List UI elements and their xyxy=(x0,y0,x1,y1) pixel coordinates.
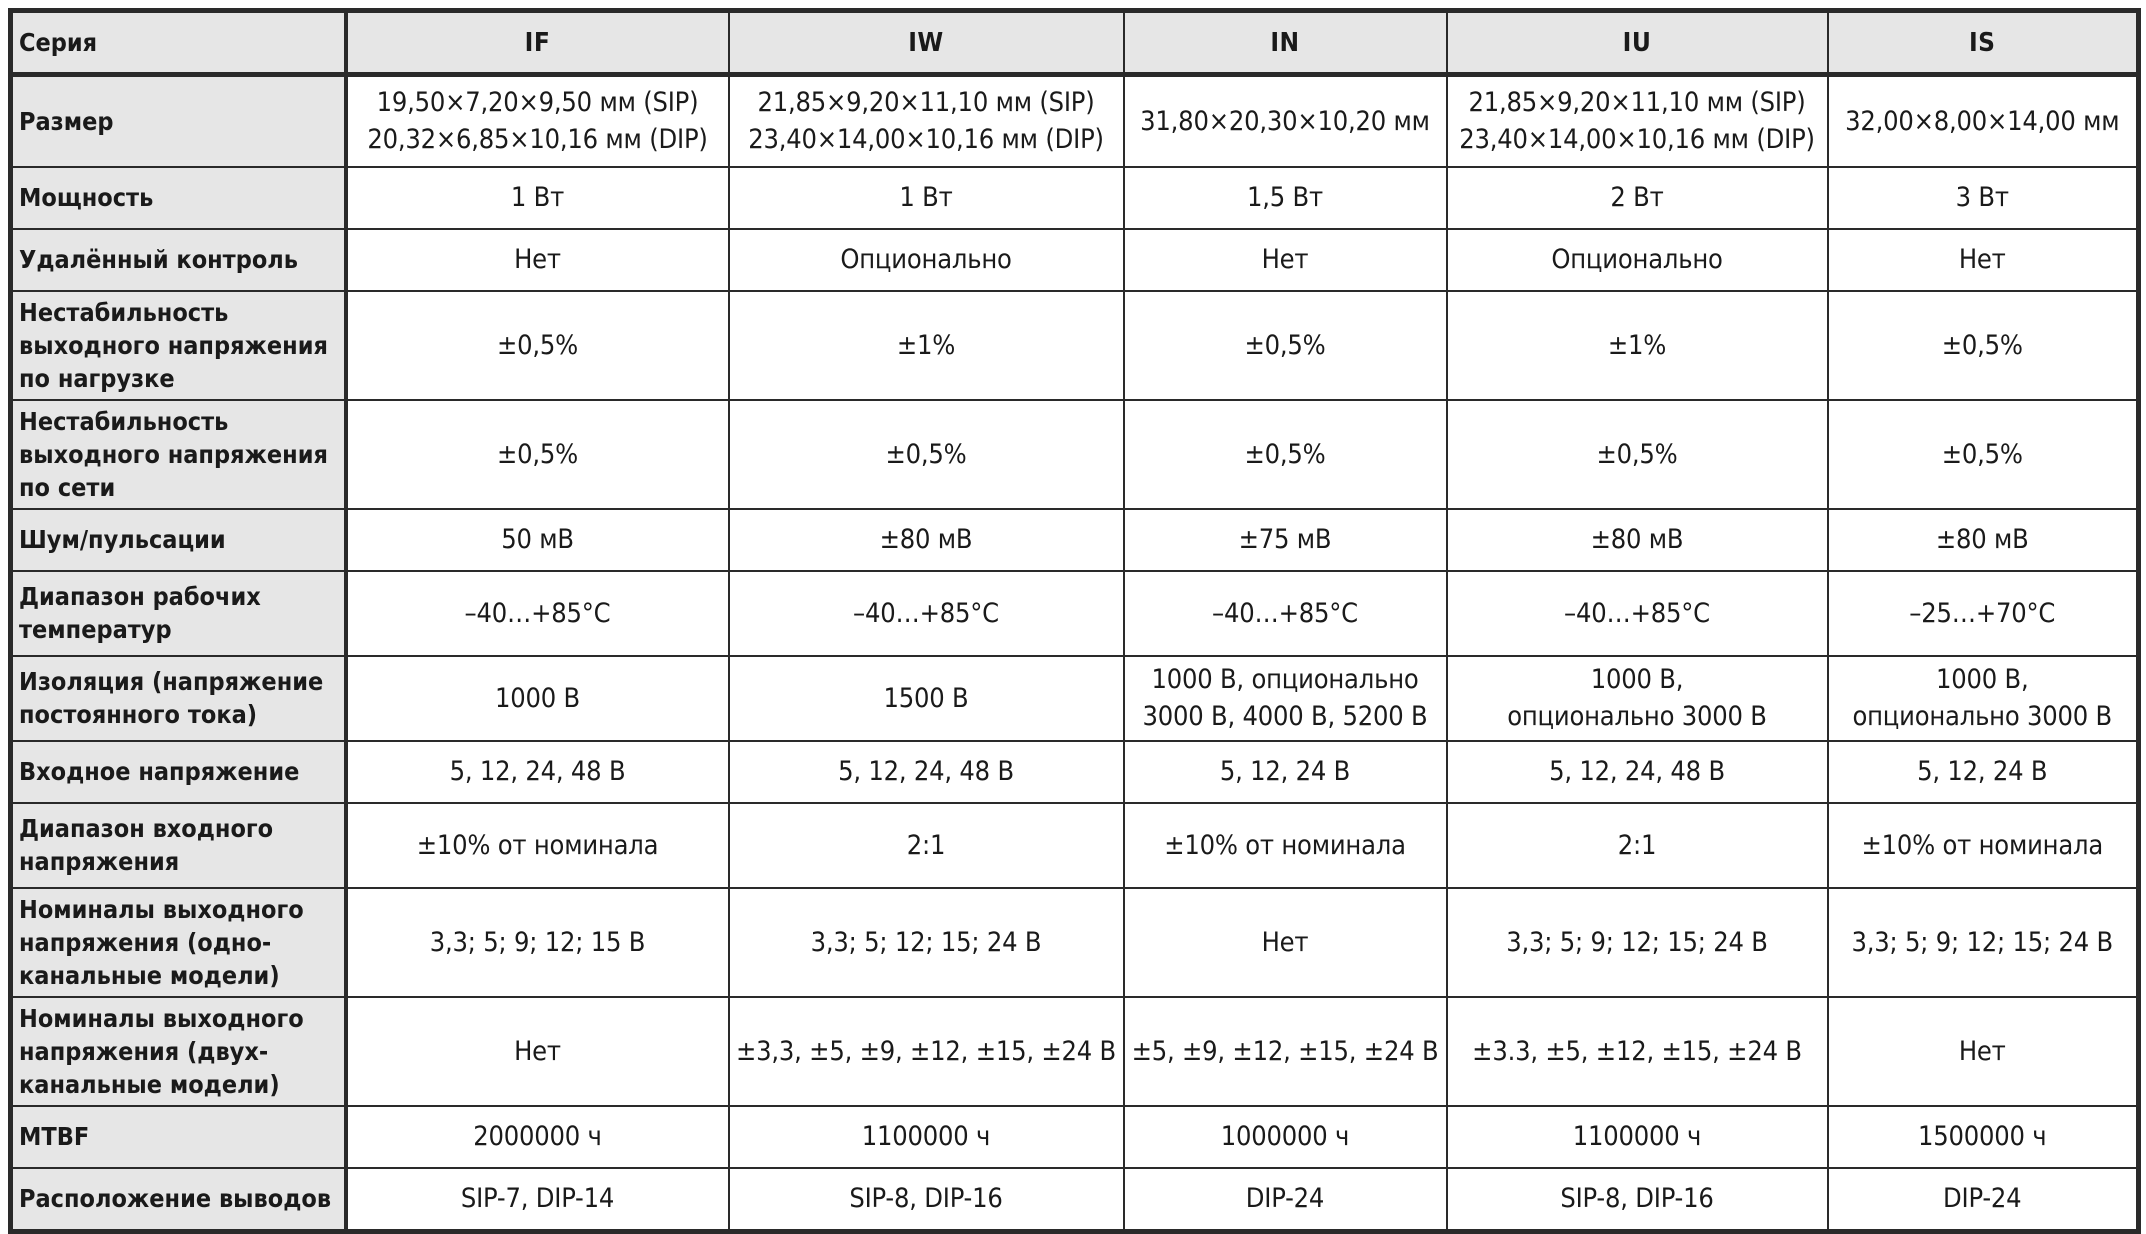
table-row xyxy=(11,291,2139,400)
table-cell-is: ±0,5% xyxy=(1828,291,2139,400)
table-cell-if: SIP-7, DIP-14 xyxy=(346,1168,729,1232)
table-cell-is: Нет xyxy=(1828,229,2139,291)
row-label: Шум/пульсации xyxy=(11,509,346,571)
table-row xyxy=(11,75,2139,167)
table-cell-iu: ±3.3, ±5, ±12, ±15, ±24 В xyxy=(1447,997,1828,1106)
table-cell-iw: 3,3; 5; 12; 15; 24 В xyxy=(729,888,1124,997)
table-cell-in: 5, 12, 24 В xyxy=(1124,741,1447,803)
table-cell-if: 1000 В xyxy=(346,656,729,741)
table-row xyxy=(11,400,2139,509)
table-cell-in: 1,5 Вт xyxy=(1124,167,1447,229)
table-row xyxy=(11,741,2139,803)
table-cell-iu: 1100000 ч xyxy=(1447,1106,1828,1168)
table-cell-in: 31,80×20,30×10,20 мм xyxy=(1124,75,1447,167)
table-cell-if: Нет xyxy=(346,997,729,1106)
row-label: Размер xyxy=(11,75,346,167)
table-cell-is: 5, 12, 24 В xyxy=(1828,741,2139,803)
table-cell-if: ±0,5% xyxy=(346,291,729,400)
table-cell-iu: Опционально xyxy=(1447,229,1828,291)
table-cell-if: 1 Вт xyxy=(346,167,729,229)
row-label: Мощность xyxy=(11,167,346,229)
series-header-in: IN xyxy=(1124,11,1447,75)
row-label: Входное напряжение xyxy=(11,741,346,803)
table-cell-iw: 1100000 ч xyxy=(729,1106,1124,1168)
table-cell-iw: 1 Вт xyxy=(729,167,1124,229)
table-cell-if: 50 мВ xyxy=(346,509,729,571)
row-label: MTBF xyxy=(11,1106,346,1168)
table-cell-iw: Опционально xyxy=(729,229,1124,291)
table-cell-if: ±0,5% xyxy=(346,400,729,509)
table-cell-iw: –40…+85°C xyxy=(729,571,1124,656)
table-cell-is: 1500000 ч xyxy=(1828,1106,2139,1168)
table-cell-in: –40…+85°C xyxy=(1124,571,1447,656)
table-cell-iu: SIP-8, DIP-16 xyxy=(1447,1168,1828,1232)
table-cell-if: ±10% от номинала xyxy=(346,803,729,888)
series-header-iw: IW xyxy=(729,11,1124,75)
row-label: Номиналы выходного напряжения (двух-канальные модели) xyxy=(11,997,346,1106)
table-cell-iu: 1000 В, опционально 3000 В xyxy=(1447,656,1828,741)
table-row xyxy=(11,1106,2139,1168)
table-cell-iu: ±1% xyxy=(1447,291,1828,400)
table-cell-iw: ±3,3, ±5, ±9, ±12, ±15, ±24 В xyxy=(729,997,1124,1106)
table-cell-iu: 5, 12, 24, 48 В xyxy=(1447,741,1828,803)
table-cell-in: ±5, ±9, ±12, ±15, ±24 В xyxy=(1124,997,1447,1106)
table-cell-in: DIP-24 xyxy=(1124,1168,1447,1232)
table-cell-is: ±0,5% xyxy=(1828,400,2139,509)
header-row xyxy=(11,11,2139,75)
table-row xyxy=(11,997,2139,1106)
row-label: Нестабильность выходного напряжения по сети xyxy=(11,400,346,509)
spec-table xyxy=(8,8,2141,1234)
table-row xyxy=(11,167,2139,229)
row-label: Нестабильность выходного напряжения по нагрузке xyxy=(11,291,346,400)
row-label: Диапазон рабочих температур xyxy=(11,571,346,656)
row-label: Расположение выводов xyxy=(11,1168,346,1232)
spec-table-body xyxy=(11,75,2139,1232)
spec-table-container xyxy=(8,8,2136,1225)
corner-header: Серия xyxy=(11,11,346,75)
table-row xyxy=(11,229,2139,291)
table-cell-iw: SIP-8, DIP-16 xyxy=(729,1168,1124,1232)
table-cell-is: –25…+70°C xyxy=(1828,571,2139,656)
table-cell-iw: 21,85×9,20×11,10 мм (SIP) 23,40×14,00×10,16 мм (DIP) xyxy=(729,75,1124,167)
row-label: Удалённый контроль xyxy=(11,229,346,291)
table-cell-if: 19,50×7,20×9,50 мм (SIP) 20,32×6,85×10,16 мм (DIP) xyxy=(346,75,729,167)
table-cell-iu: 2:1 xyxy=(1447,803,1828,888)
table-cell-is: Нет xyxy=(1828,997,2139,1106)
table-cell-is: ±80 мВ xyxy=(1828,509,2139,571)
table-cell-iu: ±0,5% xyxy=(1447,400,1828,509)
table-cell-in: ±10% от номинала xyxy=(1124,803,1447,888)
table-cell-is: 3,3; 5; 9; 12; 15; 24 В xyxy=(1828,888,2139,997)
table-cell-iw: 2:1 xyxy=(729,803,1124,888)
table-cell-is: 3 Вт xyxy=(1828,167,2139,229)
table-cell-in: ±75 мВ xyxy=(1124,509,1447,571)
table-cell-in: ±0,5% xyxy=(1124,291,1447,400)
table-cell-iu: –40…+85°C xyxy=(1447,571,1828,656)
table-cell-if: 5, 12, 24, 48 В xyxy=(346,741,729,803)
table-cell-in: 1000 В, опционально 3000 В, 4000 В, 5200 В xyxy=(1124,656,1447,741)
table-cell-if: –40…+85°C xyxy=(346,571,729,656)
row-label: Номиналы выходного напряжения (одно-канальные модели) xyxy=(11,888,346,997)
table-cell-in: Нет xyxy=(1124,229,1447,291)
table-row xyxy=(11,1168,2139,1232)
table-cell-iw: ±0,5% xyxy=(729,400,1124,509)
table-cell-iu: 21,85×9,20×11,10 мм (SIP) 23,40×14,00×10,16 мм (DIP) xyxy=(1447,75,1828,167)
table-row xyxy=(11,571,2139,656)
table-row xyxy=(11,656,2139,741)
table-cell-iw: ±1% xyxy=(729,291,1124,400)
series-header-if: IF xyxy=(346,11,729,75)
table-row xyxy=(11,888,2139,997)
row-label: Изоляция (напряжение постоянного тока) xyxy=(11,656,346,741)
table-cell-is: DIP-24 xyxy=(1828,1168,2139,1232)
row-label: Диапазон входного напряжения xyxy=(11,803,346,888)
table-cell-if: 2000000 ч xyxy=(346,1106,729,1168)
table-cell-iw: 5, 12, 24, 48 В xyxy=(729,741,1124,803)
table-cell-iu: 3,3; 5; 9; 12; 15; 24 В xyxy=(1447,888,1828,997)
table-cell-is: ±10% от номинала xyxy=(1828,803,2139,888)
series-header-iu: IU xyxy=(1447,11,1828,75)
table-row xyxy=(11,803,2139,888)
table-cell-in: Нет xyxy=(1124,888,1447,997)
table-cell-is: 32,00×8,00×14,00 мм xyxy=(1828,75,2139,167)
table-cell-in: ±0,5% xyxy=(1124,400,1447,509)
table-row xyxy=(11,509,2139,571)
table-cell-if: Нет xyxy=(346,229,729,291)
table-cell-iu: ±80 мВ xyxy=(1447,509,1828,571)
series-header-is: IS xyxy=(1828,11,2139,75)
table-cell-iw: 1500 В xyxy=(729,656,1124,741)
table-cell-iu: 2 Вт xyxy=(1447,167,1828,229)
table-cell-if: 3,3; 5; 9; 12; 15 В xyxy=(346,888,729,997)
table-cell-iw: ±80 мВ xyxy=(729,509,1124,571)
table-cell-is: 1000 В, опционально 3000 В xyxy=(1828,656,2139,741)
table-cell-in: 1000000 ч xyxy=(1124,1106,1447,1168)
